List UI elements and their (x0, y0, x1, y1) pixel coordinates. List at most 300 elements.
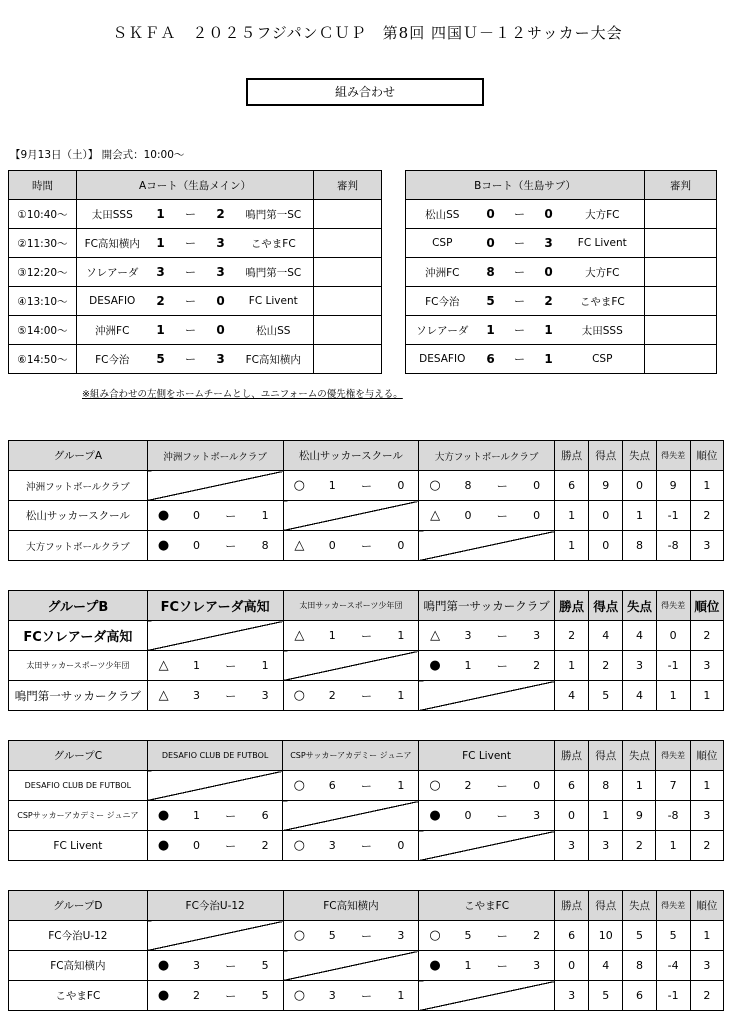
match-score-for: 1 (179, 801, 213, 831)
schedule-time: ③12:20～ (9, 258, 77, 287)
match-dash: ー (485, 471, 519, 501)
stat-value: 6 (555, 471, 589, 501)
opponent-header: こやまFC (419, 891, 555, 921)
stat-value: 4 (555, 681, 589, 711)
result-mark: △ (147, 681, 179, 711)
match-score-against: 0 (519, 471, 554, 501)
match-dash: ー (485, 921, 519, 951)
match-score-against: 1 (248, 501, 283, 531)
match-score-for: 5 (451, 921, 485, 951)
match-dash: ー (485, 621, 519, 651)
stat-value: 6 (554, 771, 588, 801)
court-b-away-score: 0 (537, 200, 561, 229)
team-name: FC Livent (9, 831, 148, 861)
stat-header: 勝点 (554, 741, 588, 771)
schedule-row (9, 287, 717, 316)
match-score-for: 6 (315, 771, 349, 801)
match-score-against: 1 (248, 651, 283, 681)
schedule-time: ①10:40～ (9, 200, 77, 229)
group-team-row (9, 471, 724, 501)
result-mark: ● (147, 981, 179, 1011)
match-score-for: 3 (179, 951, 213, 981)
stat-value: 1 (555, 501, 589, 531)
match-score-against: 0 (383, 831, 418, 861)
stat-value: 6 (555, 921, 589, 951)
court-b-home-score: 0 (479, 229, 503, 258)
stat-value: 4 (589, 951, 623, 981)
match-score-for: 3 (451, 621, 485, 651)
match-score-for: 1 (451, 951, 485, 981)
group-table (8, 890, 724, 1011)
stat-value: 2 (690, 981, 723, 1011)
result-mark: ● (147, 951, 179, 981)
match-dash: ー (349, 681, 383, 711)
result-mark: △ (283, 621, 315, 651)
court-a-away-score: 0 (208, 316, 234, 345)
group-team-row (9, 771, 724, 801)
court-a-away-score: 3 (208, 345, 234, 374)
court-b-dash: ー (503, 229, 537, 258)
court-b-away: 大方FC (561, 200, 645, 229)
result-mark: ● (147, 501, 179, 531)
court-b-home: FC今治 (406, 287, 479, 316)
result-mark: ○ (419, 921, 451, 951)
court-a-dash: ー (174, 287, 208, 316)
opponent-header: 沖洲フットボールクラブ (147, 441, 283, 471)
stat-value: 6 (623, 981, 656, 1011)
court-b-home-score: 8 (479, 258, 503, 287)
court-b-home-score: 0 (479, 200, 503, 229)
match-score-against: 3 (519, 801, 554, 831)
opponent-header: 松山サッカースクール (283, 441, 419, 471)
match-score-against: 0 (384, 471, 419, 501)
court-a-home: 沖洲FC (77, 316, 148, 345)
team-name: 松山サッカースクール (9, 501, 148, 531)
self-match-cell (419, 681, 555, 711)
group-team-row (9, 951, 724, 981)
match-score-for: 2 (451, 771, 485, 801)
result-mark: ○ (283, 771, 315, 801)
match-dash: ー (349, 921, 383, 951)
court-a-away: こやまFC (234, 229, 314, 258)
stat-value: 7 (656, 771, 690, 801)
court-b-away-score: 3 (537, 229, 561, 258)
match-dash: ー (485, 501, 519, 531)
court-b-away: こやまFC (561, 287, 645, 316)
group-table (8, 740, 724, 861)
result-mark: △ (419, 621, 451, 651)
team-name: DESAFIO CLUB DE FUTBOL (9, 771, 148, 801)
match-score-for: 0 (451, 801, 485, 831)
group-table (8, 590, 724, 711)
stat-header: 勝点 (555, 441, 589, 471)
court-a-away-score: 0 (208, 287, 234, 316)
stat-value: -1 (656, 981, 690, 1011)
stat-value: 3 (623, 651, 656, 681)
date-line: 【9月13日（土）】 開会式：10:00～ (10, 149, 185, 161)
court-b-home: 沖洲FC (406, 258, 479, 287)
result-mark: ○ (419, 471, 451, 501)
match-dash: ー (214, 831, 248, 861)
stat-value: 0 (555, 951, 589, 981)
stat-header: 勝点 (555, 891, 589, 921)
match-score-against: 1 (384, 681, 419, 711)
court-a-referee (314, 316, 382, 345)
match-score-against: 2 (519, 651, 554, 681)
match-score-for: 2 (315, 681, 349, 711)
court-b-away-score: 0 (537, 258, 561, 287)
court-a-referee (314, 345, 382, 374)
match-dash: ー (485, 771, 519, 801)
match-dash: ー (214, 651, 248, 681)
result-mark: ● (147, 531, 179, 561)
match-dash: ー (349, 831, 383, 861)
self-match-cell (419, 531, 555, 561)
match-score-for: 0 (451, 501, 485, 531)
team-name: FC高知横内 (9, 951, 148, 981)
match-dash: ー (349, 471, 383, 501)
stat-value: 10 (589, 921, 623, 951)
court-a-home: 太田SSS (77, 200, 148, 229)
match-dash: ー (214, 531, 248, 561)
match-score-against: 5 (248, 951, 283, 981)
stat-value: 9 (589, 471, 623, 501)
stat-value: 2 (690, 501, 723, 531)
court-a-home: ソレアーダ (77, 258, 148, 287)
stat-value: 1 (555, 531, 589, 561)
self-match-cell (283, 501, 419, 531)
stat-value: 5 (656, 921, 690, 951)
court-b-away-score: 1 (537, 345, 561, 374)
stat-value: 5 (589, 981, 623, 1011)
court-a-header: Aコート（生島メイン） (77, 171, 314, 200)
schedule-time: ⑥14:50～ (9, 345, 77, 374)
match-dash: ー (485, 801, 519, 831)
court-b-dash: ー (503, 258, 537, 287)
stat-header: 順位 (690, 591, 723, 621)
stat-value: 4 (623, 621, 656, 651)
court-b-referee (645, 287, 717, 316)
stat-value: 1 (656, 831, 690, 861)
match-score-against: 1 (384, 981, 419, 1011)
court-a-away-score: 3 (208, 229, 234, 258)
court-a-home-score: 1 (148, 200, 174, 229)
group-name: グループD (9, 891, 148, 921)
match-dash: ー (214, 801, 248, 831)
group-team-row (9, 831, 724, 861)
stat-value: 5 (589, 681, 623, 711)
court-a-referee (314, 287, 382, 316)
schedule-time: ②11:30～ (9, 229, 77, 258)
stat-value: 3 (555, 981, 589, 1011)
stat-value: 0 (589, 501, 623, 531)
court-b-dash: ー (503, 316, 537, 345)
referee-a-header: 審判 (314, 171, 382, 200)
opponent-header: 太田サッカースポーツ少年団 (283, 591, 419, 621)
stat-value: 1 (555, 651, 589, 681)
match-score-against: 6 (248, 801, 283, 831)
stat-value: 4 (623, 681, 656, 711)
schedule-row (9, 229, 717, 258)
page-title: ＳＫＦＡ ２０２５フジパンＣＵＰ 第8回 四国Ｕ－１２サッカー大会 (112, 24, 623, 42)
match-score-for: 0 (179, 831, 213, 861)
match-score-against: 3 (248, 681, 283, 711)
match-score-for: 1 (315, 471, 349, 501)
group-name: グループC (9, 741, 148, 771)
stat-value: 4 (589, 621, 623, 651)
match-score-for: 1 (451, 651, 485, 681)
court-a-home-score: 1 (148, 316, 174, 345)
result-mark: ○ (283, 681, 315, 711)
self-match-cell (147, 771, 283, 801)
court-a-home: FC高知横内 (77, 229, 148, 258)
court-b-dash: ー (503, 345, 537, 374)
match-dash: ー (485, 951, 519, 981)
stat-header: 失点 (623, 591, 656, 621)
stat-value: 1 (690, 921, 723, 951)
court-a-dash: ー (174, 316, 208, 345)
result-mark: ● (419, 801, 451, 831)
stat-value: -8 (656, 531, 690, 561)
result-mark: ○ (283, 831, 315, 861)
stat-value: 0 (554, 801, 588, 831)
match-score-against: 3 (519, 951, 554, 981)
opponent-header: CSPサッカーアカデミー ジュニア (283, 741, 419, 771)
stat-header: 得失差 (656, 591, 690, 621)
court-a-home-score: 2 (148, 287, 174, 316)
match-dash: ー (214, 501, 248, 531)
match-score-against: 2 (248, 831, 283, 861)
stat-header: 得点 (589, 891, 623, 921)
court-b-home: 松山SS (406, 200, 479, 229)
stat-value: 3 (554, 831, 588, 861)
team-name: 大方フットボールクラブ (9, 531, 148, 561)
stat-value: 9 (623, 801, 656, 831)
match-score-for: 0 (315, 531, 349, 561)
match-score-for: 3 (179, 681, 213, 711)
court-a-away: 鳴門第一SC (234, 200, 314, 229)
stat-header: 勝点 (555, 591, 589, 621)
group-team-row (9, 921, 724, 951)
court-b-away: CSP (561, 345, 645, 374)
court-b-home: DESAFIO (406, 345, 479, 374)
stat-value: 1 (623, 501, 656, 531)
match-dash: ー (349, 621, 383, 651)
result-mark: ○ (419, 771, 451, 801)
opponent-header: FC今治U-12 (147, 891, 283, 921)
team-name: 沖洲フットボールクラブ (9, 471, 148, 501)
court-a-away: FC Livent (234, 287, 314, 316)
match-score-against: 3 (384, 921, 419, 951)
group-team-row (9, 981, 724, 1011)
match-score-against: 1 (384, 621, 419, 651)
stat-value: 3 (690, 951, 723, 981)
match-score-for: 2 (179, 981, 213, 1011)
court-a-dash: ー (174, 200, 208, 229)
self-match-cell (283, 651, 419, 681)
stat-value: 8 (589, 771, 623, 801)
court-a-away-score: 3 (208, 258, 234, 287)
court-b-away: 大方FC (561, 258, 645, 287)
stat-value: 3 (690, 531, 723, 561)
result-mark: ● (147, 801, 179, 831)
court-a-home: FC今治 (77, 345, 148, 374)
court-b-referee (645, 258, 717, 287)
stat-value: -1 (656, 501, 690, 531)
self-match-cell (283, 951, 419, 981)
match-dash: ー (349, 771, 383, 801)
stat-header: 失点 (623, 441, 656, 471)
match-score-against: 1 (383, 771, 418, 801)
court-b-home: ソレアーダ (406, 316, 479, 345)
opponent-header: FCソレアーダ高知 (147, 591, 283, 621)
opponent-header: 大方フットボールクラブ (419, 441, 555, 471)
group-name: グループA (9, 441, 148, 471)
self-match-cell (147, 921, 283, 951)
court-a-away-score: 2 (208, 200, 234, 229)
schedule-row (9, 200, 717, 229)
group-table (8, 440, 724, 561)
match-score-for: 1 (315, 621, 349, 651)
opponent-header: DESAFIO CLUB DE FUTBOL (147, 741, 283, 771)
court-a-referee (314, 258, 382, 287)
court-a-away: 鳴門第一SC (234, 258, 314, 287)
group-team-row (9, 801, 724, 831)
team-name: FC今治U-12 (9, 921, 148, 951)
stat-value: 1 (690, 471, 723, 501)
opponent-header: 鳴門第一サッカークラブ (419, 591, 555, 621)
court-b-referee (645, 316, 717, 345)
opponent-header: FC Livent (419, 741, 555, 771)
stat-value: 5 (623, 921, 656, 951)
opponent-header: FC高知横内 (283, 891, 419, 921)
stat-value: 2 (555, 621, 589, 651)
stat-value: -4 (656, 951, 690, 981)
match-score-against: 5 (248, 981, 283, 1011)
stat-value: 3 (690, 651, 723, 681)
group-team-row (9, 651, 724, 681)
match-dash: ー (214, 981, 248, 1011)
stat-value: 2 (690, 621, 723, 651)
match-score-for: 3 (315, 831, 349, 861)
match-score-for: 0 (179, 531, 213, 561)
stat-header: 得点 (589, 591, 623, 621)
match-dash: ー (214, 951, 248, 981)
match-score-against: 0 (519, 771, 554, 801)
result-mark: ● (147, 831, 179, 861)
stat-value: 8 (623, 951, 656, 981)
court-a-home: DESAFIO (77, 287, 148, 316)
stat-value: 2 (623, 831, 656, 861)
match-score-for: 1 (179, 651, 213, 681)
match-dash: ー (485, 651, 519, 681)
stat-value: 8 (623, 531, 656, 561)
court-a-home-score: 3 (148, 258, 174, 287)
group-name: グループB (9, 591, 148, 621)
match-dash: ー (349, 981, 383, 1011)
stat-value: 3 (690, 801, 723, 831)
court-b-home-score: 5 (479, 287, 503, 316)
self-match-cell (419, 831, 555, 861)
result-mark: ● (419, 951, 451, 981)
result-mark: ● (419, 651, 451, 681)
self-match-cell (147, 471, 283, 501)
court-a-dash: ー (174, 258, 208, 287)
team-name: 太田サッカースポーツ少年団 (9, 651, 148, 681)
stat-value: 2 (589, 651, 623, 681)
match-score-against: 8 (248, 531, 283, 561)
court-a-away: 松山SS (234, 316, 314, 345)
team-name: FCソレアーダ高知 (9, 621, 148, 651)
result-mark: ○ (283, 471, 315, 501)
self-match-cell (283, 801, 419, 831)
court-b-home-score: 1 (479, 316, 503, 345)
court-a-dash: ー (174, 229, 208, 258)
court-b-referee (645, 229, 717, 258)
court-a-away: FC高知横内 (234, 345, 314, 374)
schedule-row (9, 258, 717, 287)
stat-value: 1 (623, 771, 656, 801)
court-a-referee (314, 200, 382, 229)
stat-header: 順位 (690, 891, 723, 921)
schedule-row (9, 345, 717, 374)
match-dash: ー (214, 681, 248, 711)
court-a-home-score: 1 (148, 229, 174, 258)
team-name: CSPサッカーアカデミー ジュニア (9, 801, 148, 831)
team-name: 鳴門第一サッカークラブ (9, 681, 148, 711)
schedule-table (8, 170, 717, 374)
stat-value: 1 (656, 681, 690, 711)
court-b-home-score: 6 (479, 345, 503, 374)
stat-header: 得失差 (656, 441, 690, 471)
group-team-row (9, 501, 724, 531)
time-header: 時間 (9, 171, 77, 200)
stat-value: 1 (690, 681, 723, 711)
result-mark: △ (147, 651, 179, 681)
schedule-time: ⑤14:00～ (9, 316, 77, 345)
group-team-row (9, 681, 724, 711)
group-team-row (9, 621, 724, 651)
team-name: こやまFC (9, 981, 148, 1011)
stat-value: 2 (690, 831, 723, 861)
court-b-dash: ー (503, 287, 537, 316)
self-match-cell (147, 621, 283, 651)
stat-value: 3 (589, 831, 623, 861)
result-mark: ○ (283, 921, 315, 951)
result-mark: △ (419, 501, 451, 531)
stat-header: 順位 (690, 441, 723, 471)
match-score-for: 3 (315, 981, 349, 1011)
stat-header: 失点 (623, 741, 656, 771)
stat-value: 0 (589, 531, 623, 561)
schedule-time: ④13:10～ (9, 287, 77, 316)
match-score-against: 0 (519, 501, 554, 531)
stat-value: -8 (656, 801, 690, 831)
stat-value: 1 (690, 771, 723, 801)
court-b-dash: ー (503, 200, 537, 229)
group-team-row (9, 531, 724, 561)
stat-value: 0 (656, 621, 690, 651)
match-score-for: 0 (179, 501, 213, 531)
section-label: 組み合わせ (246, 78, 484, 106)
stat-header: 得点 (589, 741, 623, 771)
schedule-row (9, 316, 717, 345)
home-team-note: ※組み合わせの左側をホームチームとし、ユニフォームの優先権を与える。 (82, 389, 403, 400)
stat-header: 順位 (690, 741, 723, 771)
stat-value: -1 (656, 651, 690, 681)
match-score-for: 5 (315, 921, 349, 951)
court-b-away-score: 1 (537, 316, 561, 345)
